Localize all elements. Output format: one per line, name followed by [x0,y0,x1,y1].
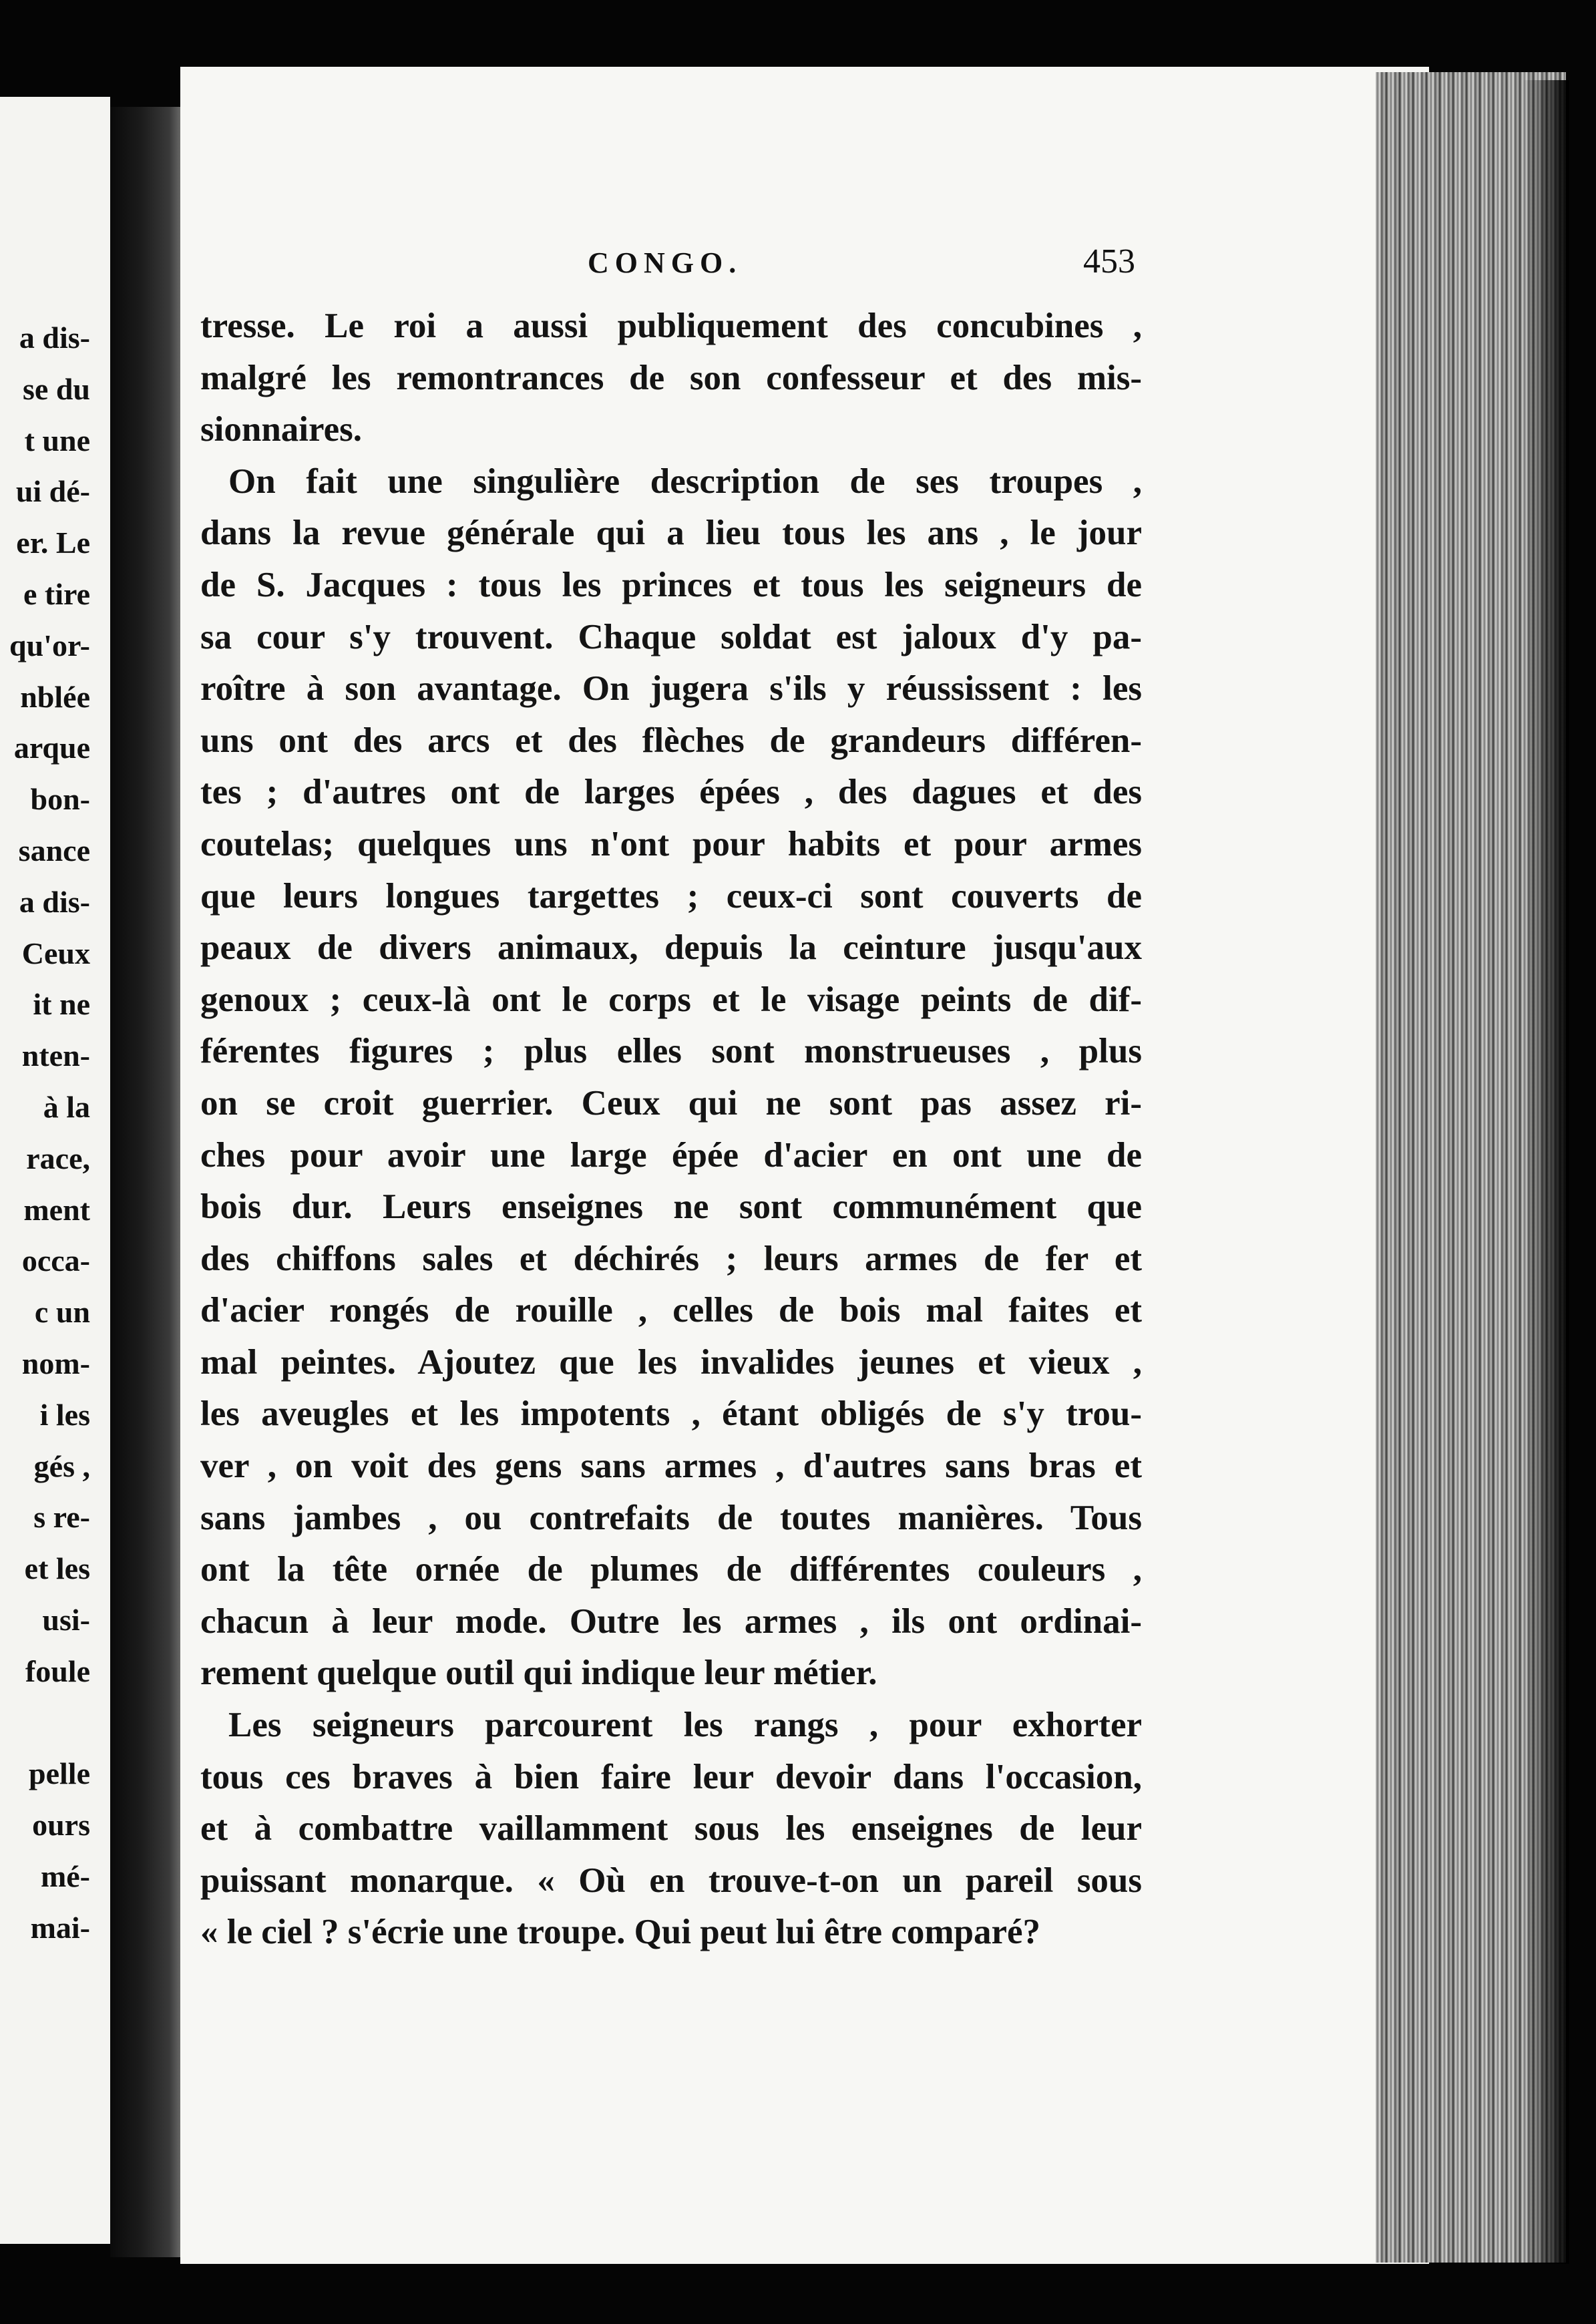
text-line: malgré les remontrances de son confesseur et des mis- [200,358,1142,397]
paragraph [200,301,1142,456]
text-line: que leurs longues targettes ; ceux-ci sont couverts de [200,876,1142,916]
left-page-fragment: nten- [21,1038,90,1073]
left-page-fragment: ui dé- [15,474,90,509]
running-head [294,242,1135,293]
left-page-fragment: i les [39,1397,90,1432]
left-page-fragment: foule [25,1654,90,1688]
text-line: tes ; d'autres ont de larges épées , des dagues et des [200,773,1142,812]
left-page-fragment: ours [32,1808,90,1843]
paragraph [200,456,1142,1700]
text-line: sans jambes , ou contrefaits de toutes manières. Tous [200,1498,1142,1537]
text-line: rement quelque outil qui indique leur métier. [200,1654,877,1693]
text-line: uns ont des arcs et des flèches de grandeurs différen- [200,721,1142,760]
left-page-fragment: t une [24,423,90,457]
left-page-fragment: s re- [33,1500,90,1535]
body-text [200,301,1142,1959]
left-page-fragment: sance [18,833,90,867]
left-page-fragment: ment [23,1192,90,1227]
left-page-fragment: à la [43,1089,90,1124]
text-line: chacun à leur mode. Outre les armes , ils ont ordinai- [200,1601,1142,1641]
text-line: férentes figures ; plus elles sont monstrueuses , plus [200,1032,1142,1071]
left-page-fragment: bon- [30,782,90,817]
left-page-fragment: er. Le [16,526,90,560]
left-page-text-fragments [9,313,90,1954]
left-page-fragment: mé- [40,1859,90,1893]
left-page-fragment: qu'or- [9,628,90,662]
text-line: des chiffons sales et déchirés ; leurs armes de fer et [200,1239,1142,1278]
text-line: On fait une singulière description de ses troupes , [228,461,1142,501]
left-page-fragment: occa- [21,1243,90,1278]
text-line: d'acier rongés de rouille , celles de bois mal faites et [200,1291,1142,1330]
left-page-fragment: gés , [33,1448,90,1483]
left-page-fragment [9,1698,90,1749]
text-line: ches pour avoir une large épée d'acier en ont une de [200,1135,1142,1175]
left-page-fragment: nom- [21,1346,90,1380]
text-line: de S. Jacques : tous les princes et tous les seigneurs de [200,565,1142,604]
left-page-fragment: it ne [33,987,90,1022]
paragraph [200,1700,1142,1959]
left-page-fragment: nblée [20,679,90,714]
text-line: tresse. Le roi a aussi publiquement des concubines , [200,307,1142,345]
text-line: tous ces braves à bien faire leur devoir dans l'occasion, [200,1757,1142,1796]
left-page-fragment: et les [24,1551,90,1586]
left-page-fragment: usi- [42,1602,90,1637]
page-number: 453 [1083,242,1135,280]
fore-edge-shadow [1523,80,1569,2264]
text-line: « le ciel ? s'écrie une troupe. Qui peut lui être comparé? [200,1913,1041,1952]
text-line: sionnaires. [200,410,362,449]
text-line: sa cour s'y trouvent. Chaque soldat est jaloux d'y pa- [200,617,1142,656]
left-facing-page [0,97,110,2244]
left-page-fragment: mai- [30,1910,90,1945]
text-line: genoux ; ceux-là ont le corps et le visage peints de dif- [200,980,1142,1019]
text-line: mal peintes. Ajoutez que les invalides jeunes et vieux , [200,1342,1142,1382]
left-page-fragment: e tire [23,576,90,611]
text-line: bois dur. Leurs enseignes ne sont communément que [200,1187,1142,1227]
text-line: dans la revue générale qui a lieu tous les ans , le jour [200,514,1142,553]
text-line: ver , on voit des gens sans armes , d'autres sans bras et [200,1446,1142,1486]
text-line: roître à son avantage. On jugera s'ils y réussissent : les [200,669,1142,709]
text-line: puissant monarque. « Où en trouve-t-on un pareil sous [200,1861,1142,1900]
running-title: CONGO. [588,246,743,279]
text-line: coutelas; quelques uns n'ont pour habits et pour armes [200,824,1142,863]
text-line: les aveugles et les impotents , étant obligés de s'y trou- [200,1394,1142,1434]
left-page-fragment: pelle [29,1756,90,1791]
book-gutter [110,107,189,2257]
text-line: peaux de divers animaux, depuis la ceinture jusqu'aux [200,928,1142,968]
left-page-fragment: arque [13,731,90,765]
text-line: ont la tête ornée de plumes de différentes couleurs , [200,1550,1142,1589]
left-page-fragment: a dis- [19,321,90,355]
left-page-fragment: race, [26,1141,90,1175]
left-page-fragment: se du [23,371,90,406]
text-line: on se croit guerrier. Ceux qui ne sont pas assez ri- [200,1083,1142,1123]
left-page-fragment: c un [34,1295,90,1330]
text-line: Les seigneurs parcourent les rangs , pour exhorter [228,1706,1142,1745]
text-line: et à combattre vaillamment sous les enseignes de leur [200,1809,1142,1849]
left-page-fragment: a dis- [19,884,90,919]
left-page-fragment: Ceux [21,936,90,970]
